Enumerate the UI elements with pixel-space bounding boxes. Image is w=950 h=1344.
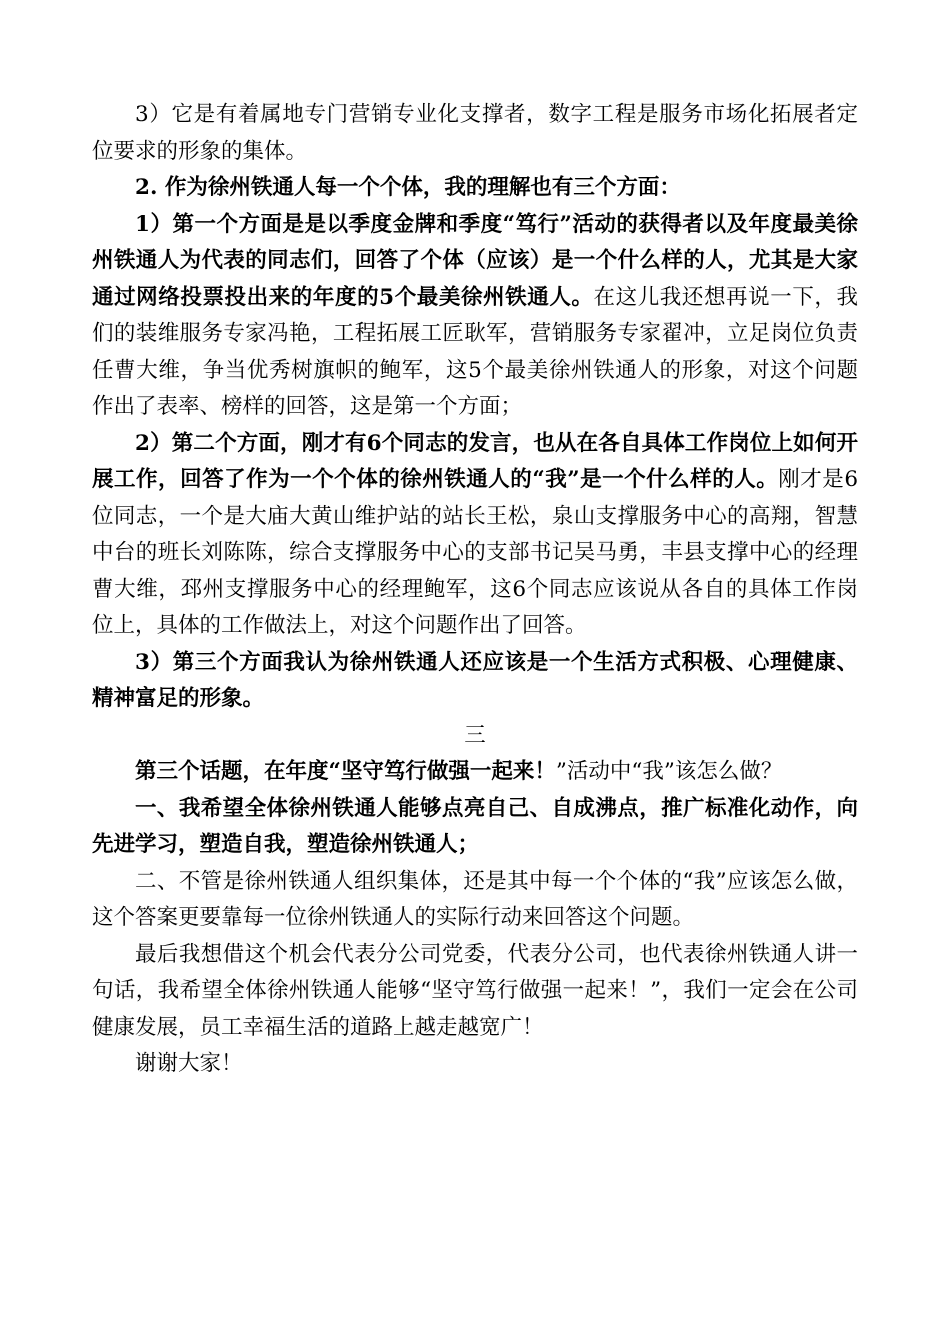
paragraph-3-collective-definition [92, 97, 858, 170]
paragraph-text: 3）它是有着属地专门营销专业化支撑者，数字工程是服务市场化拓展者定位要求的形象的集体。 [92, 102, 858, 164]
paragraph-text: 谢谢大家！ [135, 1051, 243, 1076]
paragraph-text: 最后我想借这个机会代表分公司党委，代表分公司，也代表徐州铁通人讲一句话，我希望全体徐州铁通人能够“坚守笃行做强一起来！”，我们一定会在公司健康发展，员工幸福生活的道路上越走越宽广！ [92, 941, 858, 1040]
paragraph-text: 刚才是6位同志，一个是大庙大黄山维护站的站长王松，泉山支撑服务中心的高翔，智慧中台的班长刘陈陈，综合支撑服务中心的支部书记吴马勇，丰县支撑中心的经理曹大维，邳州支撑服务中心的经理鲍军，这6个同志应该说从各自的具体工作岗位上，具体的工作做法上，对这个问题作出了回答。 [92, 467, 858, 638]
paragraph-bold-text: 2）第二个方面，刚才有6个同志的发言，也从在各自具体工作岗位上如何开展工作，回答了作为一个个体的徐州铁通人的“我”是一个什么样的人。 [92, 430, 858, 492]
paragraph-individual-aspect-3 [92, 645, 858, 718]
paragraph-individual-aspect-2 [92, 426, 858, 645]
paragraph-closing [92, 937, 858, 1047]
paragraph-text: 二、不管是徐州铁通人组织集体，还是其中每一个个体的“我”应该怎么做，这个答案更要靠每一位徐州铁通人的实际行动来回答这个问题。 [92, 868, 858, 930]
paragraph-bold-text: 第三个话题，在年度“坚守笃行做强一起来！ [135, 759, 556, 784]
section-2-heading [92, 170, 858, 207]
paragraph-hope-one [92, 791, 858, 864]
paragraph-text: 在这儿我还想再说一下，我们的装维服务专家冯艳，工程拓展工匠耿军，营销服务专家翟冲，立足岗位负责任曹大维，争当优秀树旗帜的鲍军，这5个最美徐州铁通人的形象，对这个问题作出了表率、榜样的回答，这是第一个方面； [92, 284, 858, 419]
paragraph-hope-two [92, 864, 858, 937]
paragraph-text: 3）第三个方面我认为徐州铁通人还应该是一个生活方式积极、心理健康、精神富足的形象。 [92, 649, 858, 711]
paragraph-thanks [92, 1046, 858, 1083]
paragraph-bold-text: 1）第一个方面是是以季度金牌和季度“笃行”活动的获得者以及年度最美徐州铁通人为代表的同志们，回答了个体（应该）是一个什么样的人，尤其是大家通过网络投票投出来的年度的5个最美徐州铁通人。 [92, 211, 858, 310]
paragraph-text: ”活动中“我”该怎么做？ [555, 759, 783, 784]
paragraph-text: 2. 作为徐州铁通人每一个个体，我的理解也有三个方面： [135, 175, 681, 200]
paragraph-individual-aspect-1 [92, 207, 858, 426]
paragraph-text: 一、我希望全体徐州铁通人能够点亮自己、自成沸点，推广标准化动作，向先进学习，塑造自我，塑造徐州铁通人； [92, 795, 858, 857]
section-number: 三 [464, 722, 486, 748]
section-heading-three [92, 718, 858, 755]
paragraph-topic-three [92, 754, 858, 791]
